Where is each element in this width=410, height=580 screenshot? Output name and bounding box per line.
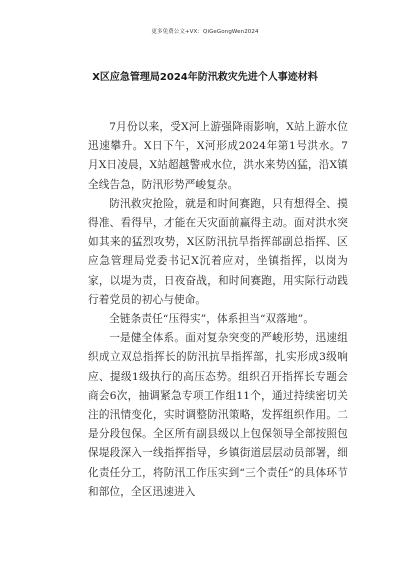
paragraph-4: 一是健全体系。面对复杂突变的严峻形势，迅速组织成立双总指挥长的防汛抗旱指挥部，扎实形成3级响应、提级1级执行的高压态势。组织召开指挥长专题会商会6次，抽调紧急专项工作组11个，通过持续密切关注的汛情变化，实时调整防汛策略，发挥组织作用。二是分段包保。全区所有副县级以上包保领导全部按照包保堤段深入一线指挥指导，乡镇街道层层动员部署，细化责任分工，将防汛工作压实到“三个责任”的具体环节和部位，全区迅速进入 (88, 332, 348, 498)
paragraph-3: 全链条责任“压得实”，体系担当“双落地”。 (109, 313, 315, 326)
header-note: 更多免费公文+VX：Qi​GeGongWen2024 (151, 29, 259, 35)
paragraph-2: 防汛救灾抢险，就是和时间赛跑，只有想得全、摸得准、看得早，才能在天灾面前赢得主动。面对洪水突如其来的猛烈攻势，X区防汛抗旱指挥部副总指挥、区应急管理局党委书记X沉着应对，坐镇指挥，以岗为家，以堤为责，日夜奋战，和时间赛跑，用实际行动践行着党员的初心与使命。 (88, 197, 348, 306)
document-title: X区应急管理局2024年防汛救灾先进个人事迹材料 (92, 72, 318, 83)
paragraph-1: 7月份以来，受X河上游强降雨影响，X站上游水位迅速攀升。X日下午，X河形成2024年第1号洪水。7月X日凌晨，X站超越警戒水位，洪水来势凶猛，沿X镇全线告急，防汛形势严峻复杂。 (88, 121, 348, 191)
document-body (88, 118, 348, 502)
